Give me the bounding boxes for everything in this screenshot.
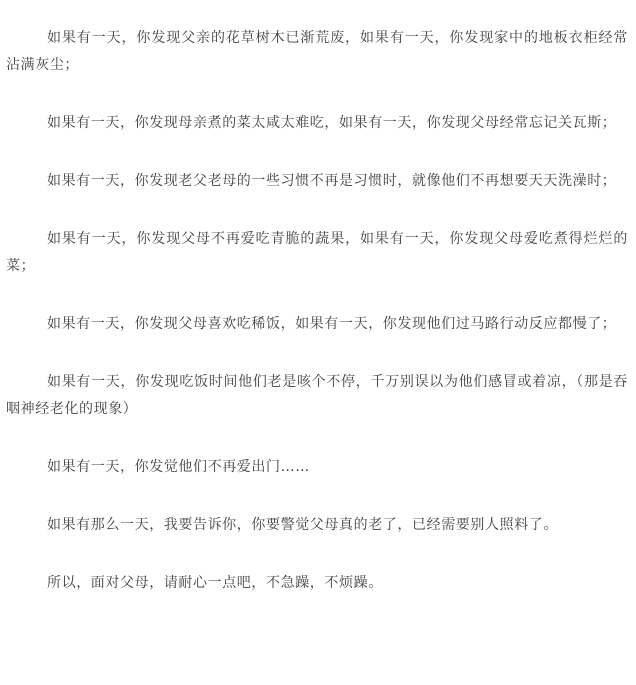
paragraph-4: 如果有一天，你发现父母不再爱吃青脆的蔬果，如果有一天，你发现父母爱吃煮得烂烂的菜； bbox=[6, 231, 628, 274]
paragraph-8: 如果有那么一天，我要告诉你，你要警觉父母真的老了，已经需要别人照料了。 bbox=[47, 517, 558, 533]
paragraph-9: 所以，面对父母，请耐心一点吧，不急躁，不烦躁。 bbox=[47, 575, 383, 591]
paragraph-7: 如果有一天，你发觉他们不再爱出门…… bbox=[47, 459, 310, 475]
paragraph-6: 如果有一天，你发现吃饭时间他们老是咳个不停，千万别误以为他们感冒或着凉，（那是吞咽神经老化的现象） bbox=[6, 374, 628, 417]
article-body bbox=[6, 25, 628, 597]
paragraph-2: 如果有一天，你发现母亲煮的菜太咸太难吃，如果有一天，你发现父母经常忘记关瓦斯； bbox=[47, 115, 617, 131]
paragraph-5: 如果有一天，你发现父母喜欢吃稀饭，如果有一天，你发现他们过马路行动反应都慢了； bbox=[47, 316, 617, 332]
paragraph-3: 如果有一天，你发现老父老母的一些习惯不再是习惯时，就像他们不再想要天天洗澡时； bbox=[47, 173, 617, 189]
paragraph-1: 如果有一天，你发现父亲的花草树木已渐荒废，如果有一天，你发现家中的地板衣柜经常沾满灰尘； bbox=[6, 30, 628, 73]
